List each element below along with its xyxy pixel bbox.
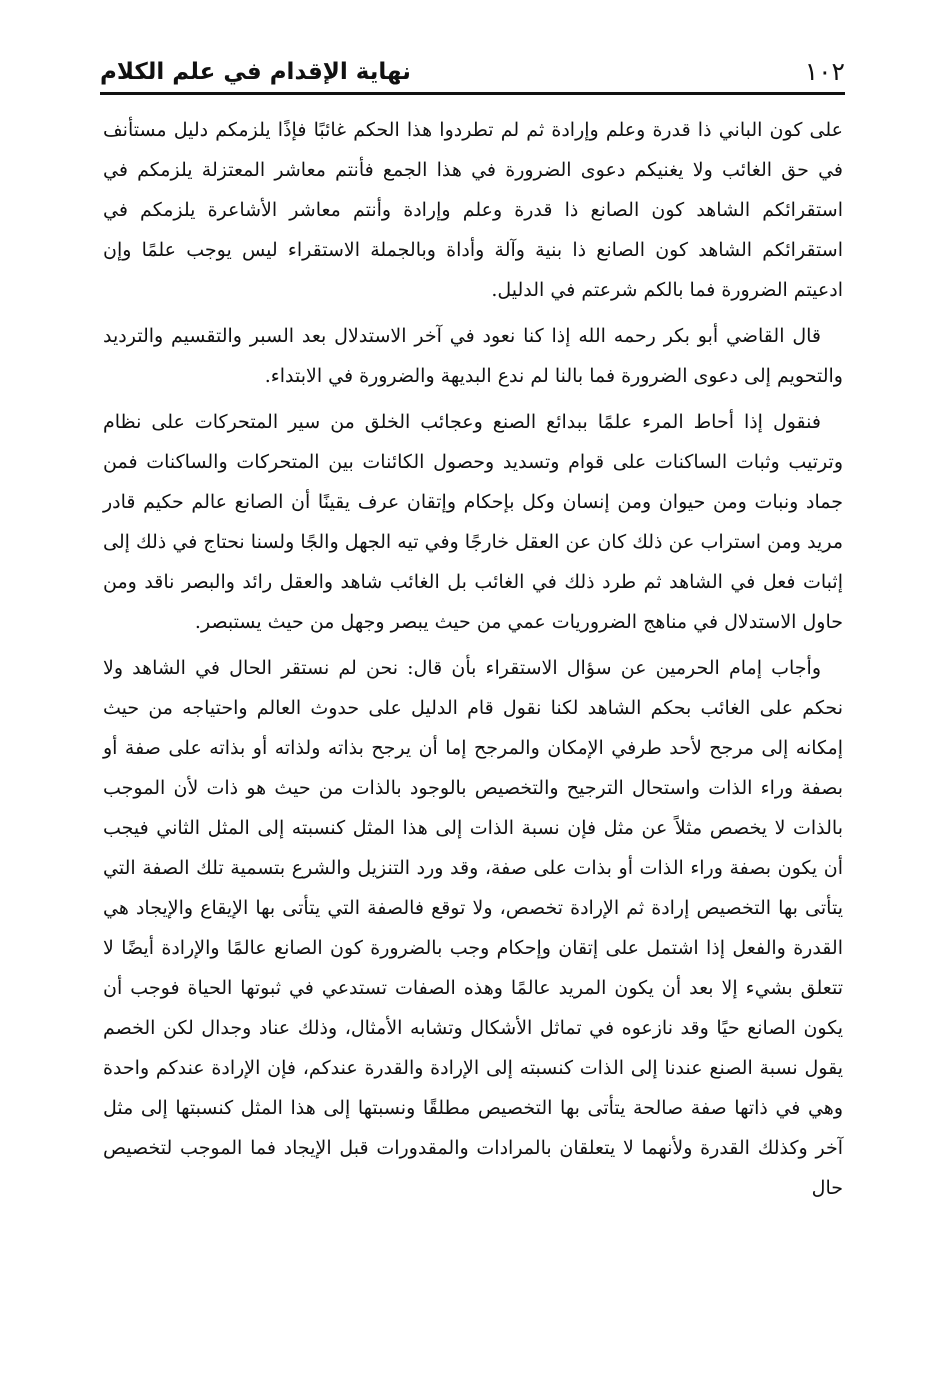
page-header	[100, 52, 845, 92]
paragraph-4: وأجاب إمام الحرمين عن سؤال الاستقراء بأن قال: نحن لم نستقر الحال في الشاهد ولا نحكم على الغائب بحكم الشاهد لكنا نقول قام الدليل على حدوث العالم واحتياجه من حيث إمكانه إلى مرجح لأحد طرفي الإمكان والمرجح إما أن يرجح بذاته ولذاته أو بذاته على صفة أو بصفة وراء الذات واستحال الترجيح والتخصيص بالوجود بالذات من حيث هو ذات لأن الموجب بالذات لا يخصص مثلاً عن مثل فإن نسبة الذات إلى هذا المثل كنسبته إلى المثل الثاني فيجب أن يكون بصفة وراء الذات أو بذات على صفة، وقد ورد التنزيل والشرع بتسمية تلك الصفة التي يتأتى بها التخصيص إرادة ثم الإرادة تخصص، ولا توقع فالصفة التي يتأتى بها الإيقاع والإيجاد هي القدرة والفعل إذا اشتمل على إتقان وإحكام وجب بالضرورة كون الصانع عالمًا والإرادة أيضًا لا تتعلق بشيء إلا بعد أن يكون المريد عالمًا وهذه الصفات تستدعي في ثبوتها الحياة فوجب أن يكون الصانع حيًا وقد نازعوه في تماثل الأشكال وتشابه الأمثال، وذلك عناد وجدال لكن الخصم يقول نسبة الصنع عندنا إلى الذات كنسبته إلى الإرادة والقدرة عندكم، فإن الإرادة عندكم واحدة وهي في ذاتها صفة صالحة يتأتى بها التخصيص مطلقًا ونسبتها إلى هذا المثل كنسبتها إلى مثل آخر وكذلك القدرة ولأنهما لا يتعلقان بالمرادات والمقدورات قبل الإيجاد فما الموجب لتخصيص حال	[103, 657, 843, 1199]
paragraph-2: قال القاضي أبو بكر رحمه الله إذا كنا نعود في آخر الاستدلال بعد السبر والتقسيم والترديد والتحويم إلى دعوى الضرورة فما بالنا لم ندع البديهة والضرورة في الابتداء.	[103, 325, 843, 387]
running-title: نهاية الإقدام في علم الكلام	[100, 59, 411, 85]
page-number: ١٠٢	[804, 57, 845, 86]
header-divider	[100, 92, 845, 95]
body-text	[103, 110, 843, 1208]
paragraph-3: فنقول إذا أحاط المرء علمًا ببدائع الصنع وعجائب الخلق من سير المتحركات على نظام وترتيب وثبات الساكنات على قوام وتسديد وحصول الكائنات بين المتحركات والساكنات فمن جماد ونبات ومن حيوان ومن إنسان وكل بإحكام وإتقان عرف يقينًا أن الصانع عالم حكيم قادر مريد ومن استراب عن ذلك كان عن العقل خارجًا وفي تيه الجهل والجًا ولسنا نحتاج في ذلك إلى إثبات فعل في الشاهد ثم طرد ذلك في الغائب بل الغائب شاهد والعقل رائد والبصر ناقد ومن حاول الاستدلال في مناهج الضروريات عمي من حيث يبصر وجهل من حيث يستبصر.	[103, 411, 844, 633]
paragraph-1: على كون الباني ذا قدرة وعلم وإرادة ثم لم تطردوا هذا الحكم غائبًا فإذًا يلزمكم دليل مستأنف في حق الغائب ولا يغنيكم دعوى الضرورة في هذا الجمع فأنتم معاشر المعتزلة يلزمكم في استقرائكم الشاهد كون الصانع ذا قدرة وعلم وإرادة وأنتم معاشر الأشاعرة يلزمكم في استقرائكم الشاهد كون الصانع ذا بنية وآلة وأداة وبالجملة الاستقراء ليس يوجب علمًا وإن ادعيتم الضرورة فما بالكم شرعتم في الدليل.	[103, 119, 843, 301]
